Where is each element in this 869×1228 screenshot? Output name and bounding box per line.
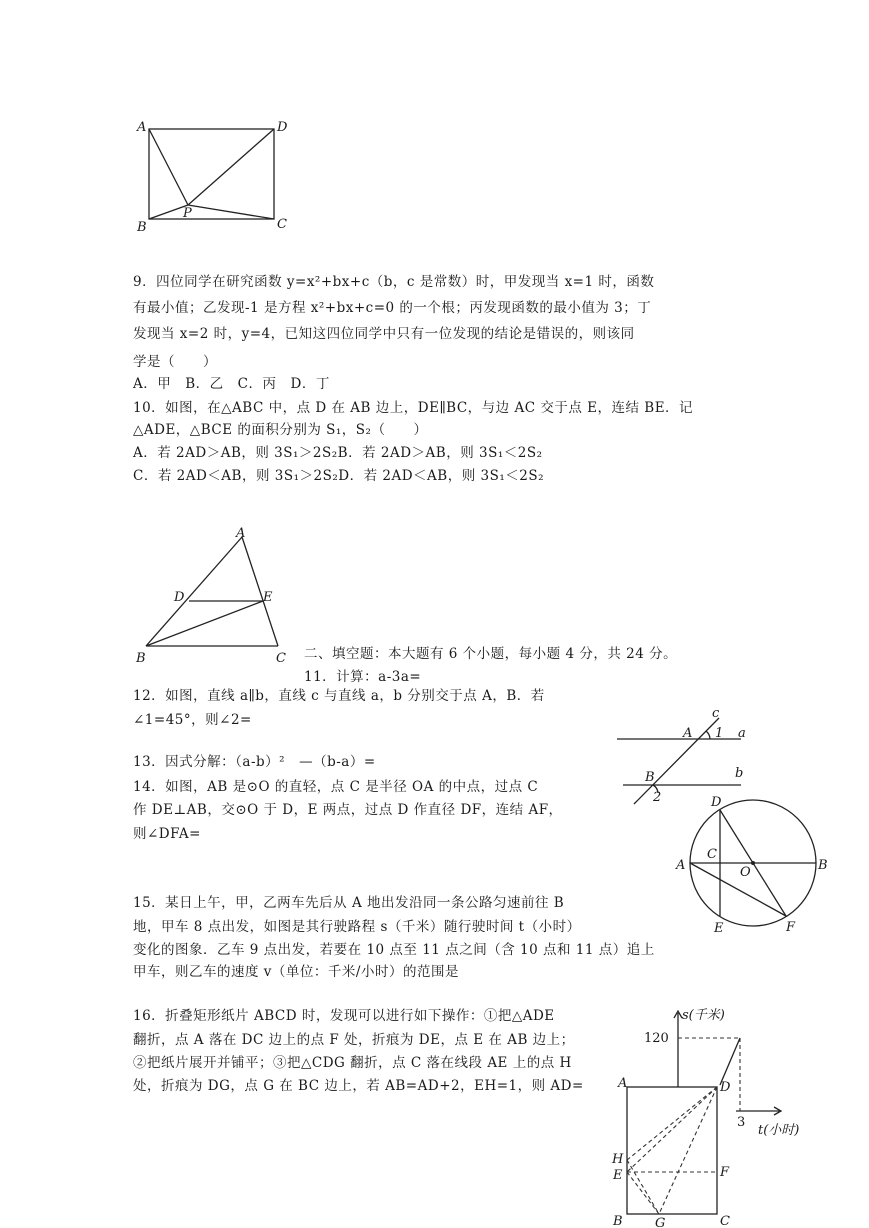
q9-line4: 学是（ ） — [133, 354, 217, 370]
q9-options: A．甲 B．乙 C．丙 D．丁 — [133, 376, 330, 392]
label-line-b: b — [735, 766, 744, 781]
q10-line2: △ADE，△BCE 的面积分别为 S₁，S₂（ ） — [133, 422, 428, 438]
label-f: F — [786, 920, 796, 935]
section-2-heading: 二、填空题：本大题有 6 个小题，每小题 4 分，共 24 分。 — [304, 646, 678, 662]
label-e: E — [714, 921, 724, 936]
label-f: F — [720, 1165, 730, 1180]
label-c: c — [712, 706, 720, 721]
label-a: A — [236, 526, 246, 541]
q10-options-cd: C．若 2AD＜AB，则 3S₁＞2S₂D．若 2AD＜AB，则 3S₁＜2S₂ — [133, 468, 544, 484]
figure-circle — [670, 792, 835, 942]
label-a: A — [676, 858, 686, 873]
q15-line4: 甲车，则乙车的速度 v（单位：千米/小时）的范围是 — [133, 964, 459, 980]
label-d: D — [711, 795, 722, 810]
label-c: C — [277, 217, 287, 232]
label-angle-2: 2 — [653, 790, 662, 805]
figure-folded-rectangle — [605, 1075, 745, 1228]
label-a: A — [137, 120, 147, 135]
graph-x-value: 3 — [737, 1115, 746, 1130]
q12-line2: ∠1=45°，则∠2= — [133, 712, 252, 728]
q9-line3: 发现当 x=2 时，y=4，已知这四位同学中只有一位发现的结论是错误的，则该同 — [133, 326, 635, 342]
q16-line1: 16．折叠矩形纸片 ABCD 时，发现可以进行如下操作：①把△ADE — [133, 1008, 555, 1024]
q15-line3: 变化的图象．乙车 9 点出发，若要在 10 点至 11 点之间（含 10 点和 11 点）追上 — [133, 942, 655, 958]
figure-triangle-abc — [130, 525, 300, 665]
label-b: B — [818, 858, 828, 873]
q14-line3: 则∠DFA= — [133, 826, 201, 842]
q16-line3: ②把纸片展开并铺平；③把△CDG 翻折，点 C 落在线段 AE 上的点 H — [133, 1055, 572, 1071]
label-g: G — [655, 1216, 666, 1228]
label-c: C — [276, 651, 286, 666]
graph-x-label: t(小时) — [758, 1123, 800, 1138]
graph-y-label: s(千米) — [682, 1008, 725, 1023]
q14-line1: 14．如图，AB 是⊙O 的直轻，点 C 是半径 OA 的中点，过点 C — [133, 779, 539, 795]
label-point-a: A — [683, 726, 693, 741]
label-e: E — [263, 590, 273, 605]
q13: 13．因式分解：（a-b）² —（b-a）= — [133, 754, 376, 770]
q14-line2: 作 DE⊥AB，交⊙O 于 D，E 两点，过点 D 作直径 DF，连结 AF， — [133, 802, 563, 818]
label-b: B — [613, 1214, 623, 1228]
label-b: B — [136, 651, 146, 666]
q16-line2: 翻折，点 A 落在 DC 边上的点 F 处，折痕为 DE，点 E 在 AB 边上； — [133, 1032, 575, 1048]
graph-y-value: 120 — [644, 1031, 669, 1046]
q9-line1: 9．四位同学在研究函数 y=x²+bx+c（b，c 是常数）时，甲发现当 x=1 时，函数 — [133, 274, 655, 290]
figure-parallel-lines — [610, 705, 770, 805]
label-d: D — [720, 1080, 731, 1095]
label-d: D — [277, 120, 288, 135]
q15-line1: 15．某日上午，甲，乙两车先后从 A 地出发沿同一条公路匀速前往 B — [133, 895, 565, 911]
label-line-a: a — [738, 726, 746, 741]
label-c: C — [707, 847, 717, 862]
label-h: H — [612, 1152, 624, 1167]
q10-line1: 10．如图，在△ABC 中，点 D 在 AB 边上，DE∥BC，与边 AC 交于点 E，连结 BE．记 — [133, 400, 694, 416]
q16-line4: 处，折痕为 DG，点 G 在 BC 边上，若 AB=AD+2，EH=1，则 AD= — [133, 1078, 584, 1094]
label-o: O — [740, 865, 751, 880]
label-angle-1: 1 — [715, 726, 724, 741]
figure-rectangle-abcd — [130, 115, 300, 240]
label-c: C — [720, 1214, 730, 1228]
q10-options-ab: A．若 2AD＞AB，则 3S₁＞2S₂B．若 2AD＞AB，则 3S₁＜2S₂ — [133, 445, 543, 461]
q11: 11．计算：a-3a= — [304, 669, 422, 685]
q15-line2: 地，甲车 8 点出发，如图是其行驶路程 s（千米）随行驶时间 t（小时） — [133, 919, 581, 935]
label-d: D — [174, 590, 185, 605]
label-e: E — [613, 1168, 623, 1183]
label-p: P — [183, 206, 192, 221]
label-a: A — [618, 1076, 628, 1091]
q9-line2: 有最小值；乙发现-1 是方程 x²+bx+c=0 的一个根；丙发现函数的最小值为 3；丁 — [133, 300, 652, 316]
label-b: B — [137, 220, 147, 235]
q12-line1: 12．如图，直线 a∥b，直线 c 与直线 a，b 分别交于点 A，B．若 — [133, 688, 545, 704]
label-point-b: B — [645, 770, 655, 785]
